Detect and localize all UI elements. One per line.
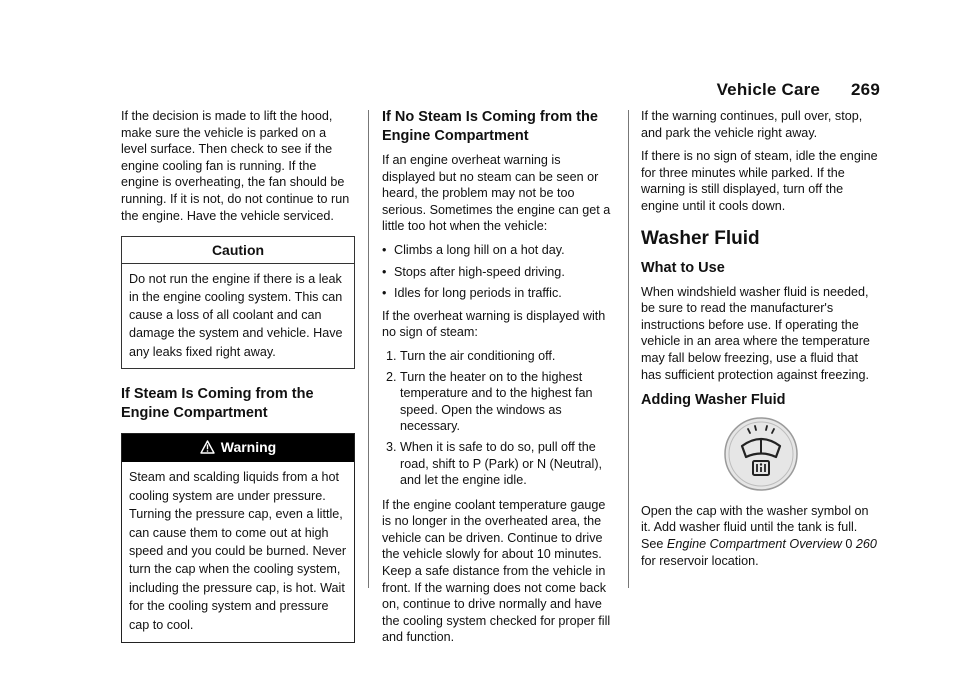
- adding-washer-paragraph: [641, 503, 881, 569]
- warning-body: Steam and scalding liquids from a hot cooling system are under pressure. Turning the pressure cap, even a little, can cause them to come out at high speed and you could be burned. Never turn the cap when the cooling system, including the pressure cap, is hot. Wait for the cooling system and pressure cap to cool.: [129, 470, 347, 632]
- column-divider-2: [628, 110, 629, 588]
- steps-intro: If the overheat warning is displayed with no sign of steam:: [382, 308, 606, 340]
- steam-heading: If Steam Is Coming from the Engine Compartment: [121, 385, 314, 421]
- list-item-text: Idles for long periods in traffic.: [394, 286, 562, 301]
- page-reference-number[interactable]: 260: [855, 536, 877, 551]
- section-title: Vehicle Care: [716, 80, 821, 99]
- overheat-causes-list: [382, 242, 616, 302]
- page-header: [717, 80, 880, 100]
- step-item: [382, 348, 616, 365]
- step-number: 2.: [386, 369, 397, 384]
- warning-title-bar: [122, 434, 354, 463]
- bullet-icon: •: [382, 264, 387, 279]
- warning-box: [121, 433, 355, 643]
- caution-title: Caution: [122, 237, 354, 264]
- coolant-gauge-paragraph: If the engine coolant temperature gauge is no longer in the overheated area, the vehicle can be driven. Continue to drive the vehicle slowly for about 10 minutes. Keep a safe distance from the vehicle in front. If the warning does not come back on, continue to drive normally and have the cooling system checked for proper fill and function.: [382, 497, 611, 645]
- list-item-text: Stops after high-speed driving.: [394, 264, 565, 279]
- no-steam-idle-paragraph: If there is no sign of steam, idle the engine for three minutes while parked. If the warning is still displayed, turn off the engine until it cools down.: [641, 149, 878, 213]
- step-item: [382, 439, 616, 489]
- list-item: [382, 264, 616, 281]
- no-steam-heading: If No Steam Is Coming from the Engine Compartment: [382, 109, 598, 144]
- washer-fluid-heading: Washer Fluid: [641, 227, 760, 249]
- step-text: Turn the heater on to the highest temperature and to the highest fan speed. Open the windows as necessary.: [400, 369, 593, 434]
- warning-triangle-icon: [200, 440, 215, 458]
- bullet-icon: •: [382, 242, 387, 257]
- what-to-use-heading: What to Use: [641, 259, 725, 276]
- hood-intro-paragraph: If the decision is made to lift the hood, make sure the vehicle is parked on a level surface. Then check to see if the engine cooling fan is running. If the engine is overheating, the fan should be running. If it is not, do not continue to run the engine. Have the vehicle serviced.: [121, 109, 350, 223]
- warning-continues-paragraph: If the warning continues, pull over, stop, and park the vehicle right away.: [641, 109, 863, 140]
- step-number: 3.: [386, 439, 397, 454]
- engine-compartment-overview-link[interactable]: Engine Compartment Overview: [666, 536, 842, 551]
- what-to-use-paragraph: When windshield washer fluid is needed, be sure to read the manufacturer's instructions before use. If operating the vehicle in an area where the temperature may fall below freezing, use a fluid that has sufficient protection against freezing.: [641, 284, 870, 382]
- column-3: [641, 108, 881, 576]
- step-number: 1.: [386, 348, 397, 363]
- washer-fluid-cap-icon: [723, 416, 799, 497]
- page-number: 269: [851, 80, 880, 99]
- list-item-text: Climbs a long hill on a hot day.: [394, 242, 565, 257]
- warning-title: Warning: [220, 438, 277, 455]
- washer-symbol-figure: [641, 416, 881, 497]
- column-divider-1: [368, 110, 369, 588]
- adding-washer-fluid-heading: Adding Washer Fluid: [641, 392, 786, 409]
- page-reference-arrow: 0: [845, 536, 853, 551]
- caution-box: [121, 236, 355, 369]
- no-steam-intro: If an engine overheat warning is displayed but no steam can be seen or heard, the problem may not be too serious. Sometimes the engine can get a little too hot when the vehicle:: [382, 153, 611, 234]
- caution-body: Do not run the engine if there is a leak in the engine cooling system. This can cause a loss of all coolant and can damage the system and vehicle. Have any leaks fixed right away.: [129, 271, 343, 359]
- column-2: [382, 108, 616, 653]
- column-1: [121, 108, 355, 643]
- list-item: [382, 242, 616, 259]
- step-text: Turn the air conditioning off.: [400, 348, 556, 363]
- adding-text: Open the cap with the washer symbol on it. Add washer fluid until the tank is full. See: [641, 503, 869, 551]
- step-text: When it is safe to do so, pull off the road, shift to P (Park) or N (Neutral), and let the engine idle.: [400, 439, 603, 488]
- bullet-icon: •: [382, 286, 387, 301]
- steps-list: [382, 348, 616, 489]
- list-item: [382, 285, 616, 302]
- step-item: [382, 369, 616, 435]
- adding-text-end: for reservoir location.: [641, 553, 759, 568]
